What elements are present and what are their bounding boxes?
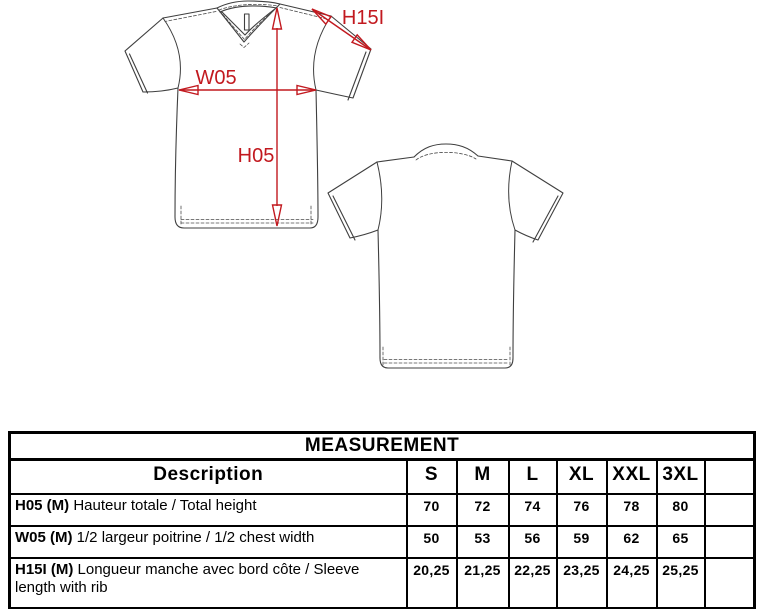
front-view-drawing <box>125 1 371 228</box>
header-size-l: L <box>509 460 557 495</box>
header-size-m: M <box>457 460 509 495</box>
h15i-value-xl: 23,25 <box>557 558 607 609</box>
row-w05-code: W05 (M) <box>15 529 73 546</box>
measurement-table <box>8 431 756 609</box>
row-h15i-code: H15I (M) <box>15 561 74 578</box>
row-h05-description <box>10 494 407 526</box>
w05-label: W05 <box>195 67 237 89</box>
row-h05-text: Hauteur totale / Total height <box>73 497 257 514</box>
h05-value-3xl: 80 <box>657 494 705 526</box>
table-header-row <box>10 460 755 495</box>
h05-value-s: 70 <box>407 494 457 526</box>
h05-value-m: 72 <box>457 494 509 526</box>
back-left-sleeve <box>328 162 378 240</box>
table-row-w05 <box>10 526 755 558</box>
h05-value-l: 74 <box>509 494 557 526</box>
table-row-h15i <box>10 558 755 609</box>
h05-value-xl: 76 <box>557 494 607 526</box>
row-h15i-text: Longueur manche avec bord côte / Sleeve length with rib <box>15 561 360 597</box>
w05-value-xl: 59 <box>557 526 607 558</box>
header-description: Description <box>10 460 407 495</box>
row-w05-text: 1/2 largeur poitrine / 1/2 chest width <box>76 529 315 546</box>
back-body-outline <box>378 230 515 368</box>
row-h15i-description <box>10 558 407 609</box>
header-size-xxl: XXL <box>607 460 657 495</box>
front-hanging-loop <box>245 14 250 30</box>
w05-value-s: 50 <box>407 526 457 558</box>
h05-arrow <box>273 8 282 226</box>
h15i-value-3xl: 25,25 <box>657 558 705 609</box>
h15i-value-empty <box>705 558 755 609</box>
back-armhole-seams <box>377 161 515 230</box>
back-shoulder-seams <box>377 156 512 162</box>
h05-label: H05 <box>237 145 275 167</box>
h15i-label: H15I <box>341 7 385 29</box>
row-w05-description <box>10 526 407 558</box>
h15i-value-l: 22,25 <box>509 558 557 609</box>
header-empty <box>705 460 755 495</box>
front-back-collar <box>217 1 280 12</box>
measurement-annotations <box>179 7 384 226</box>
front-stitching <box>165 4 329 226</box>
back-collar <box>414 144 478 157</box>
h15i-value-xxl: 24,25 <box>607 558 657 609</box>
h15i-value-s: 20,25 <box>407 558 457 609</box>
back-right-sleeve <box>512 161 563 242</box>
row-h05-code: H05 (M) <box>15 497 70 514</box>
header-size-xl: XL <box>557 460 607 495</box>
back-stitching <box>383 152 510 366</box>
table-title-row <box>10 433 755 460</box>
w05-value-l: 56 <box>509 526 557 558</box>
h05-value-empty <box>705 494 755 526</box>
back-view-drawing <box>328 144 563 368</box>
h15i-value-m: 21,25 <box>457 558 509 609</box>
w05-value-m: 53 <box>457 526 509 558</box>
w05-value-xxl: 62 <box>607 526 657 558</box>
w05-value-empty <box>705 526 755 558</box>
w05-value-3xl: 65 <box>657 526 705 558</box>
h05-value-xxl: 78 <box>607 494 657 526</box>
header-size-3xl: 3XL <box>657 460 705 495</box>
table-title: MEASUREMENT <box>10 433 755 460</box>
header-size-s: S <box>407 460 457 495</box>
table-row-h05 <box>10 494 755 526</box>
